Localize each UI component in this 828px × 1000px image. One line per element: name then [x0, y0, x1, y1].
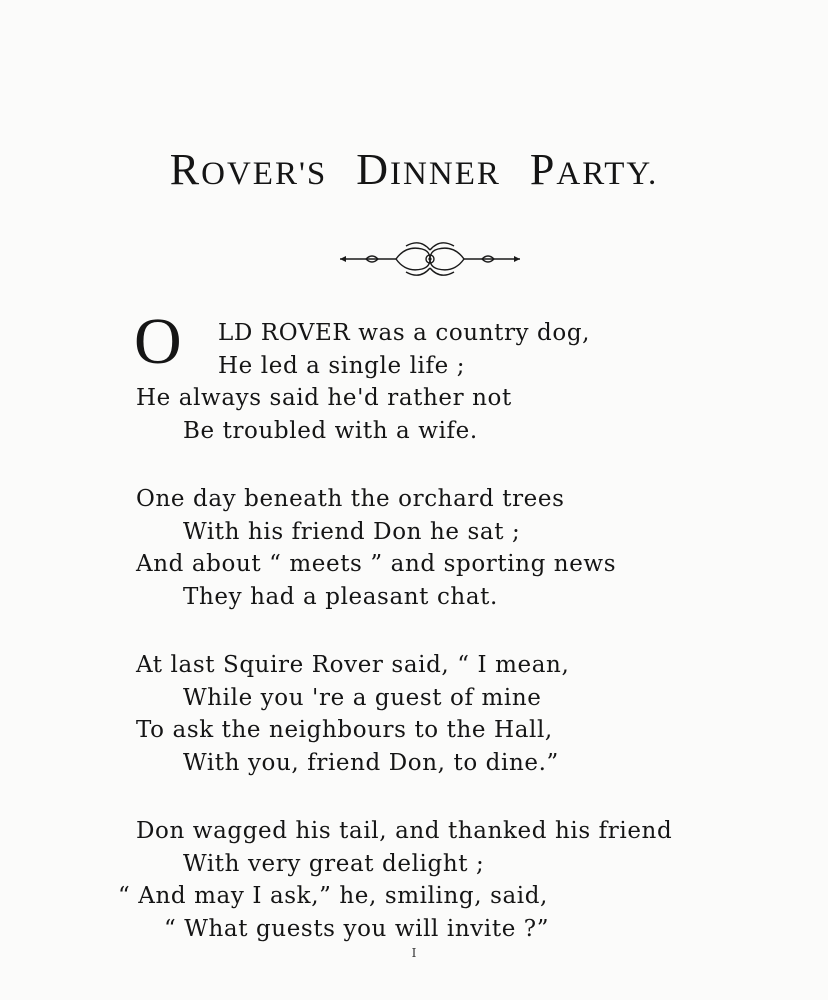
poem-line: With very great delight ;	[183, 850, 485, 877]
poem-line: “ And may I ask,” he, smiling, said,	[118, 883, 548, 909]
page-title	[0, 140, 828, 204]
poem-line: One day beneath the orchard trees	[136, 486, 565, 512]
poem-line: With his friend Don he sat ;	[183, 518, 521, 545]
poem-line: They had a pleasant chat.	[183, 583, 498, 610]
page-number: I	[411, 946, 417, 960]
poem-line: “ What guests you will invite ?”	[164, 915, 550, 942]
drop-cap-letter: O	[134, 305, 182, 378]
poem-line: To ask the neighbours to the Hall,	[136, 717, 553, 743]
poem-line: And about “ meets ” and sporting news	[136, 551, 617, 577]
title-word-party: PARTY.	[529, 145, 659, 194]
poem-line: Be troubled with a wife.	[183, 417, 478, 444]
poem-line: LD ROVER was a country dog,	[218, 320, 591, 346]
title-word-dinner: DINNER	[356, 145, 501, 194]
poem-line: He led a single life ;	[218, 352, 466, 379]
decorative-ornament-icon	[336, 238, 524, 280]
poem-line: At last Squire Rover said, “ I mean,	[136, 652, 570, 678]
poem-line: While you 're a guest of mine	[183, 684, 542, 711]
title-word-rovers: ROVER'S	[169, 145, 328, 194]
poem-line: Don wagged his tail, and thanked his friend	[136, 818, 673, 844]
poem-line: He always said he'd rather not	[136, 385, 512, 411]
poem-line: With you, friend Don, to dine.”	[183, 749, 559, 776]
